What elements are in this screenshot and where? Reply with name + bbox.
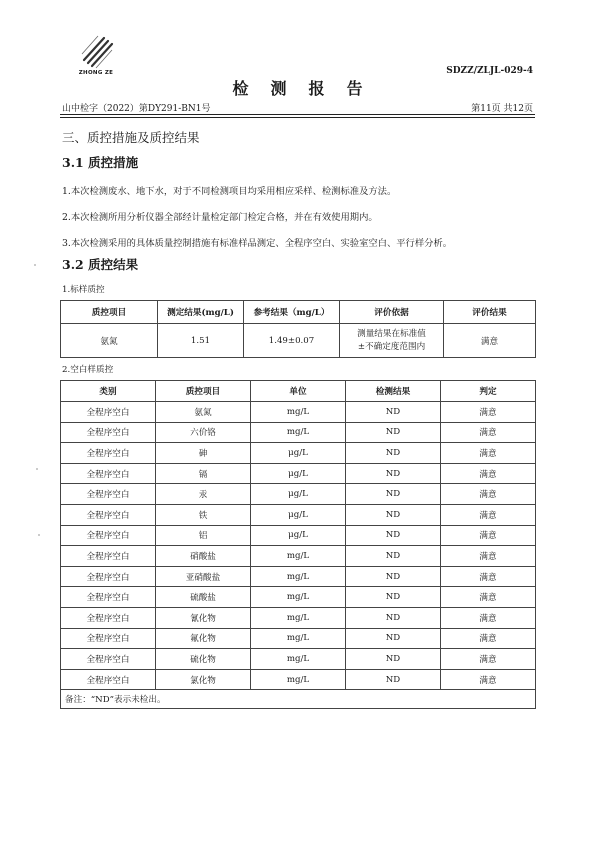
scan-speck: [38, 534, 40, 536]
basis-cell: [340, 324, 444, 358]
scan-speck: [36, 468, 38, 470]
unit-cell: mg/L: [251, 649, 346, 670]
detection-result-cell: ND: [346, 484, 441, 505]
header-rule-thin: [60, 117, 535, 118]
category-cell: 全程序空白: [61, 504, 156, 525]
table-row: [61, 504, 536, 525]
qc-item-cell: 砷: [156, 443, 251, 464]
judgement-cell: 满意: [441, 649, 536, 670]
header-cell: 判定: [441, 381, 536, 402]
unit-cell: μg/L: [251, 443, 346, 464]
header-cell: 质控项目: [156, 381, 251, 402]
table-header-row: [61, 301, 536, 324]
category-cell: 全程序空白: [61, 402, 156, 423]
judgement-cell: 满意: [441, 463, 536, 484]
unit-cell: mg/L: [251, 402, 346, 423]
unit-cell: μg/L: [251, 463, 346, 484]
scan-speck: [34, 264, 36, 266]
qc-item-cell: 氨氮: [156, 402, 251, 423]
measure-item-2: 2.本次检测所用分析仪器全部经计量检定部门检定合格，并在有效使用期内。: [62, 212, 378, 223]
qc-item-cell: 铝: [156, 525, 251, 546]
header-cell: 类别: [61, 381, 156, 402]
qc-item-cell: 硝酸盐: [156, 546, 251, 567]
table-row: [61, 587, 536, 608]
unit-cell: mg/L: [251, 607, 346, 628]
reference-cell: 1.49±0.07: [244, 324, 340, 358]
detection-result-cell: ND: [346, 566, 441, 587]
judgement-cell: 满意: [441, 443, 536, 464]
judgement-cell: 满意: [441, 422, 536, 443]
result-cell: 满意: [444, 324, 536, 358]
unit-cell: mg/L: [251, 566, 346, 587]
report-number: 山中检字（2022）第DY291-BN1号: [62, 104, 211, 114]
header-rule: [60, 114, 535, 115]
basis-line-2: ±不确定度范围内: [357, 341, 426, 352]
judgement-cell: 满意: [441, 484, 536, 505]
basis-line-1: 测量结果在标准值: [357, 328, 426, 339]
table-row: [61, 463, 536, 484]
detection-result-cell: ND: [346, 402, 441, 423]
category-cell: 全程序空白: [61, 566, 156, 587]
measure-item-3: 3.本次检测采用的具体质量控制措施有标准样品测定、全程序空白、实验室空白、平行样分析。: [62, 238, 453, 249]
header-cell: 检测结果: [346, 381, 441, 402]
detection-result-cell: ND: [346, 628, 441, 649]
category-cell: 全程序空白: [61, 649, 156, 670]
qc-item-cell: 氟化物: [156, 628, 251, 649]
table-row: [61, 649, 536, 670]
detection-result-cell: ND: [346, 525, 441, 546]
detection-result-cell: ND: [346, 607, 441, 628]
qc-item-cell: 亚硝酸盐: [156, 566, 251, 587]
qc-item-cell: 氨氮: [61, 324, 158, 358]
blank-sample-table: [60, 380, 536, 709]
table-row: [61, 443, 536, 464]
detection-result-cell: ND: [346, 463, 441, 484]
standard-sample-table: [60, 300, 536, 358]
qc-item-cell: 镉: [156, 463, 251, 484]
judgement-cell: 满意: [441, 607, 536, 628]
category-cell: 全程序空白: [61, 484, 156, 505]
document-code: SDZZ/ZLJL-029-4: [446, 66, 533, 76]
section-title: 三、质控措施及质控结果: [62, 130, 200, 145]
header-cell: 单位: [251, 381, 346, 402]
header-cell: 评价依据: [340, 301, 444, 324]
detection-result-cell: ND: [346, 546, 441, 567]
detection-result-cell: ND: [346, 504, 441, 525]
table-note-row: [61, 690, 536, 709]
detection-result-cell: ND: [346, 443, 441, 464]
qc-item-cell: 铁: [156, 504, 251, 525]
detection-result-cell: ND: [346, 649, 441, 670]
category-cell: 全程序空白: [61, 587, 156, 608]
judgement-cell: 满意: [441, 587, 536, 608]
standard-sample-caption: 1.标样质控: [62, 285, 105, 295]
table-row: [61, 402, 536, 423]
judgement-cell: 满意: [441, 628, 536, 649]
blank-sample-caption: 2.空白样质控: [62, 365, 114, 375]
subsection-3-1-heading: 3.1 质控措施: [62, 155, 139, 170]
header-cell: 质控项目: [61, 301, 158, 324]
header-cell: 评价结果: [444, 301, 536, 324]
category-cell: 全程序空白: [61, 607, 156, 628]
detection-result-cell: ND: [346, 587, 441, 608]
unit-cell: μg/L: [251, 525, 346, 546]
category-cell: 全程序空白: [61, 628, 156, 649]
table-note: 备注：“ND”表示未检出。: [61, 690, 536, 709]
judgement-cell: 满意: [441, 402, 536, 423]
category-cell: 全程序空白: [61, 422, 156, 443]
unit-cell: mg/L: [251, 669, 346, 690]
unit-cell: mg/L: [251, 587, 346, 608]
measure-item-1: 1.本次检测废水、地下水，对于不同检测项目均采用相应采样、检测标准及方法。: [62, 186, 397, 197]
table-row: [61, 525, 536, 546]
unit-cell: μg/L: [251, 484, 346, 505]
unit-cell: mg/L: [251, 546, 346, 567]
table-header-row: [61, 381, 536, 402]
judgement-cell: 满意: [441, 566, 536, 587]
detection-result-cell: ND: [346, 669, 441, 690]
category-cell: 全程序空白: [61, 463, 156, 484]
category-cell: 全程序空白: [61, 443, 156, 464]
qc-item-cell: 硫酸盐: [156, 587, 251, 608]
category-cell: 全程序空白: [61, 669, 156, 690]
measured-cell: 1.51: [158, 324, 244, 358]
unit-cell: μg/L: [251, 504, 346, 525]
logo-text: ZHONG ZE: [78, 70, 114, 76]
table-row: [61, 607, 536, 628]
judgement-cell: 满意: [441, 546, 536, 567]
qc-item-cell: 六价铬: [156, 422, 251, 443]
table-row: [61, 422, 536, 443]
unit-cell: mg/L: [251, 628, 346, 649]
judgement-cell: 满意: [441, 525, 536, 546]
qc-item-cell: 氯化物: [156, 669, 251, 690]
table-row: [61, 566, 536, 587]
header-cell: 参考结果（mg/L）: [244, 301, 340, 324]
qc-item-cell: 汞: [156, 484, 251, 505]
category-cell: 全程序空白: [61, 525, 156, 546]
unit-cell: mg/L: [251, 422, 346, 443]
judgement-cell: 满意: [441, 504, 536, 525]
subsection-3-2-heading: 3.2 质控结果: [62, 257, 139, 272]
table-row: [61, 628, 536, 649]
table-row: [61, 484, 536, 505]
page-info: 第11页 共12页: [471, 104, 533, 114]
table-row: [61, 669, 536, 690]
detection-result-cell: ND: [346, 422, 441, 443]
blank-table-body: [61, 402, 536, 690]
header-cell: 测定结果(mg/L): [158, 301, 244, 324]
table-row: [61, 546, 536, 567]
table-row: [61, 324, 536, 358]
judgement-cell: 满意: [441, 669, 536, 690]
qc-item-cell: 硫化物: [156, 649, 251, 670]
qc-item-cell: 氰化物: [156, 607, 251, 628]
report-title: 检测报告: [232, 79, 385, 98]
category-cell: 全程序空白: [61, 546, 156, 567]
